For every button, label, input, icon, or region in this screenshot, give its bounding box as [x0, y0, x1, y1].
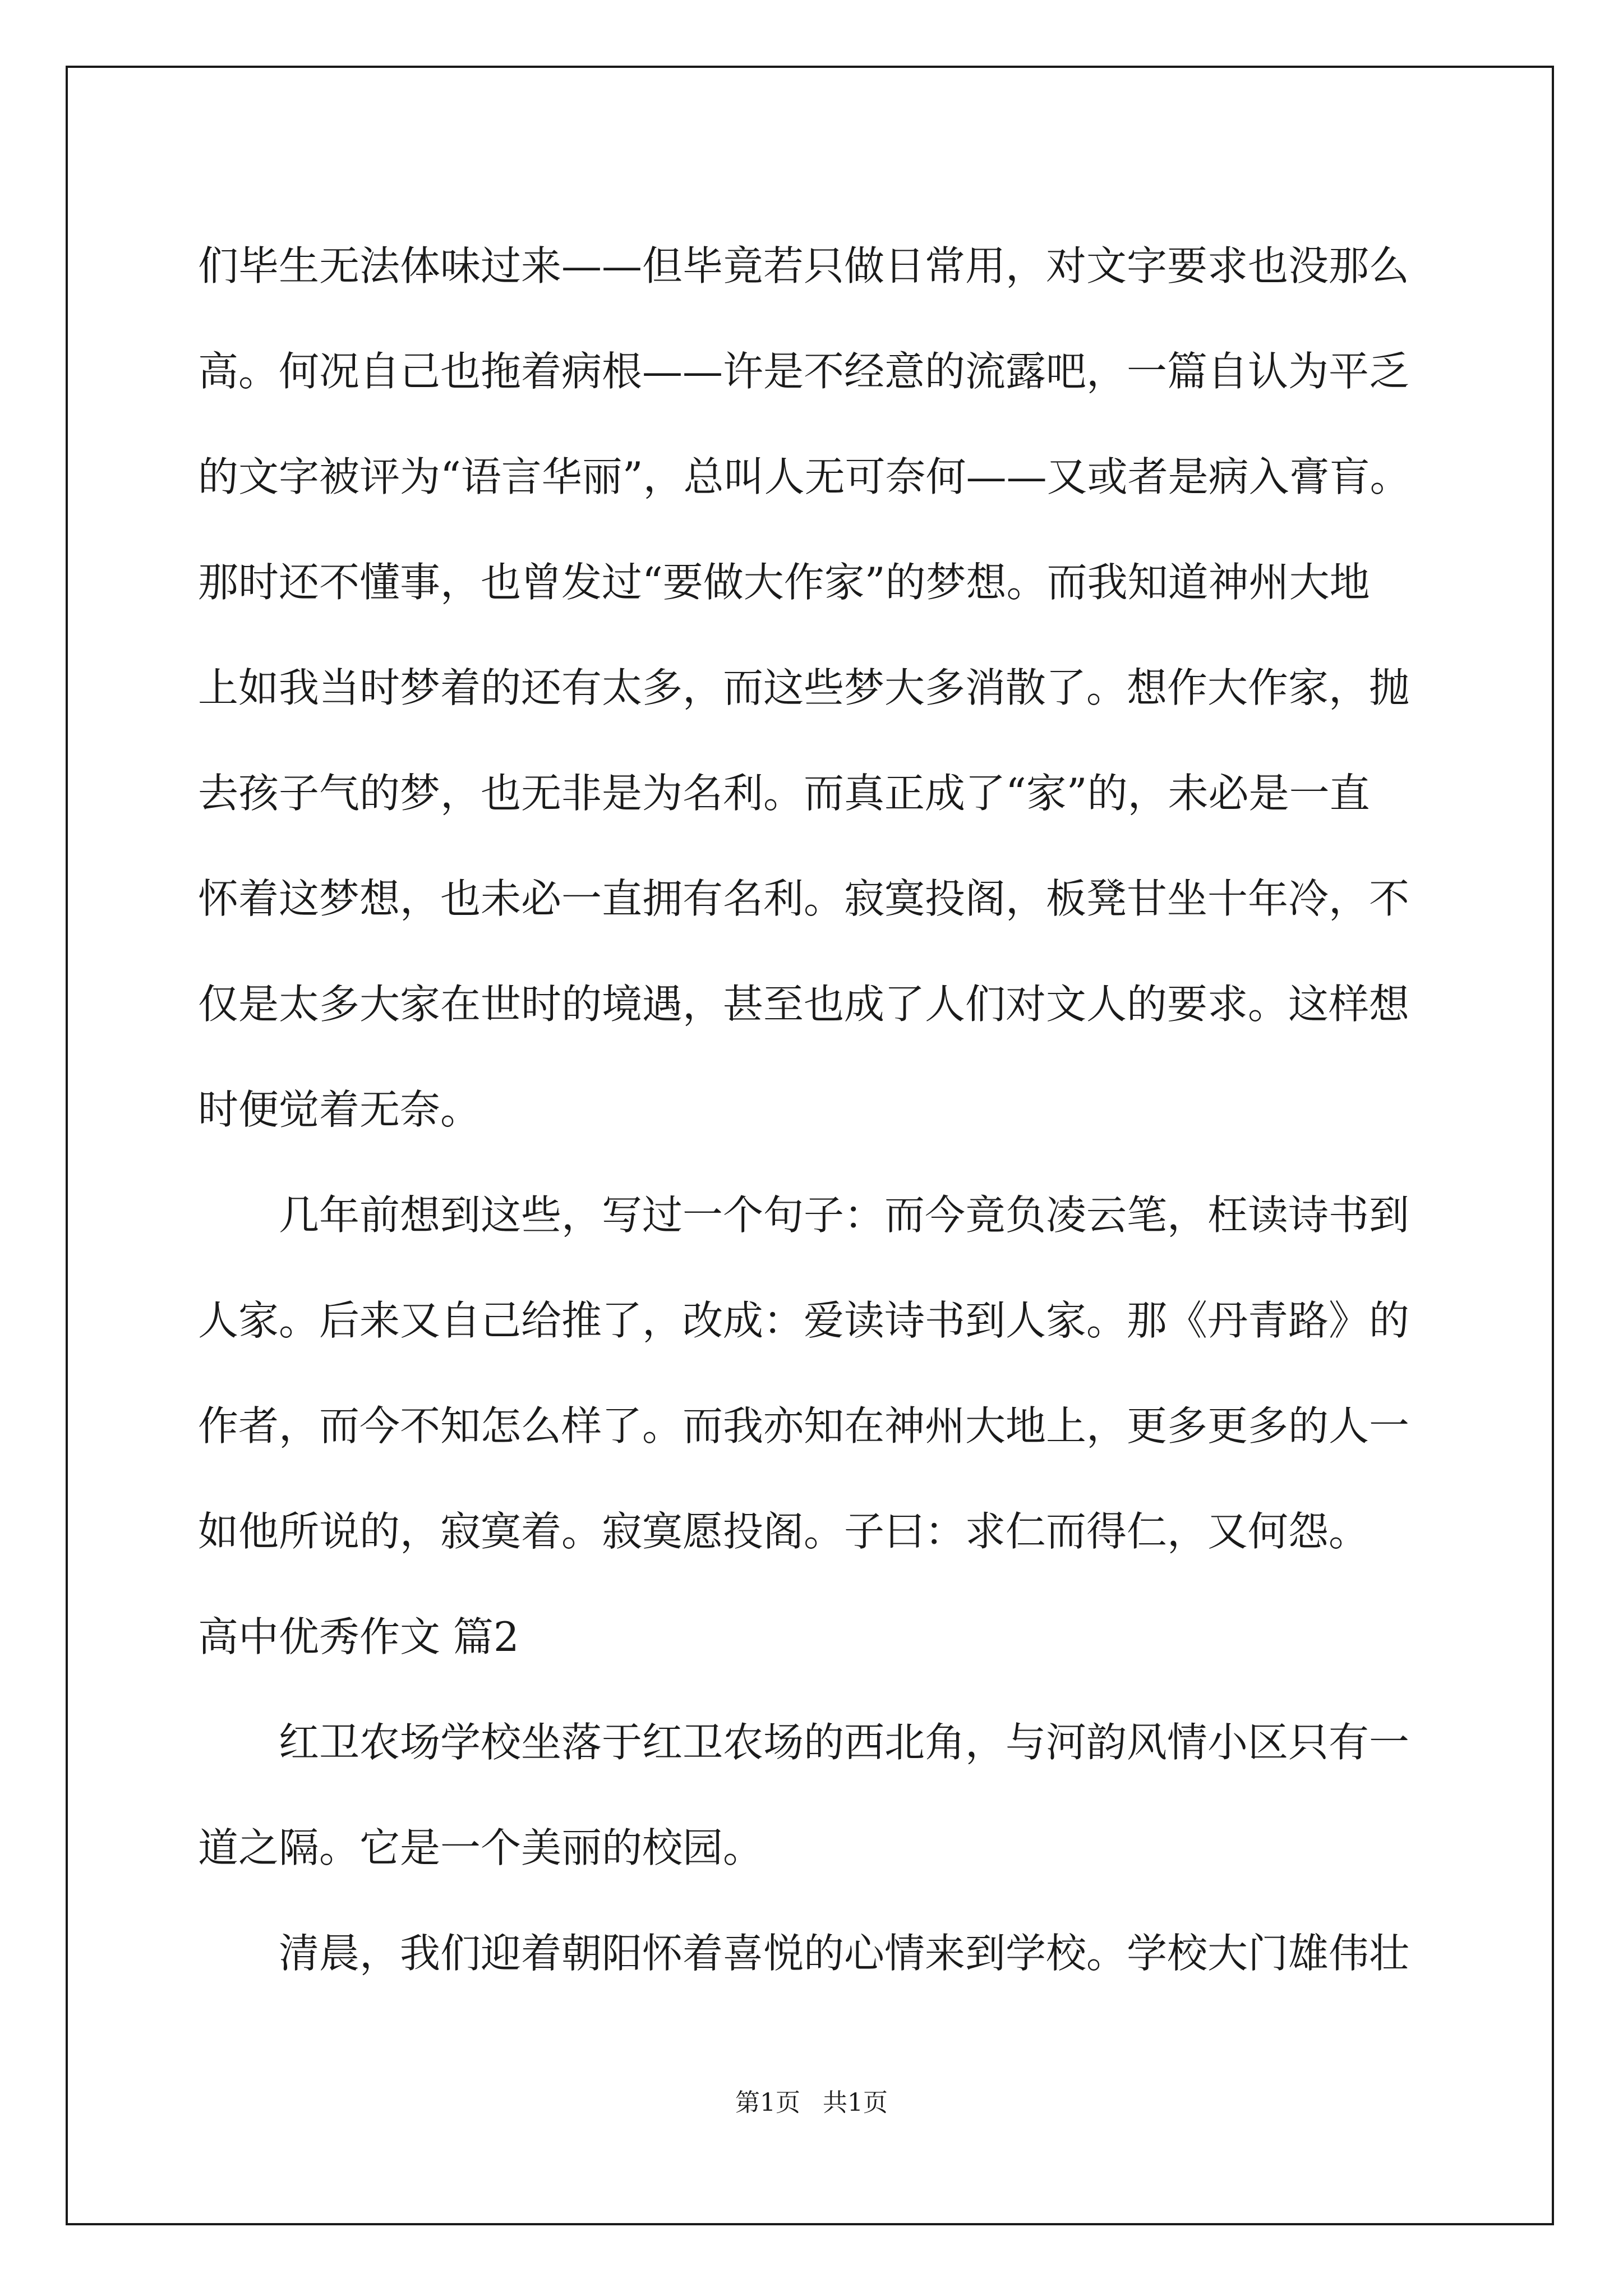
text-line: 红卫农场学校坐落于红卫农场的西北角，与河韵风情小区只有一 — [279, 1719, 1410, 1766]
text-line: 清晨，我们迎着朝阳怀着喜悦的心情来到学校。学校大门雄伟壮 — [279, 1930, 1410, 1977]
text-line: 道之隔。它是一个美丽的校园。 — [198, 1824, 764, 1871]
text-line: 的文字被评为“语言华丽”，总叫人无可奈何——又或者是病入膏肓。 — [198, 453, 1410, 500]
page-number-current: 第1页 — [735, 2088, 800, 2117]
page-number-total: 共1页 — [823, 2088, 888, 2117]
text-line: 去孩子气的梦，也无非是为名利。而真正成了“家”的，未必是一直 — [198, 770, 1370, 817]
page-footer — [0, 2082, 1623, 2118]
document-body — [198, 213, 1421, 2006]
section-heading: 高中优秀作文 篇2 — [198, 1613, 519, 1660]
text-line: 高。何况自己也拖着病根——许是不经意的流露吧，一篇自认为平乏 — [198, 348, 1410, 395]
text-line: 那时还不懂事，也曾发过“要做大作家”的梦想。而我知道神州大地 — [198, 559, 1370, 606]
text-line: 如他所说的，寂寞着。寂寞愿投阁。子曰：求仁而得仁，又何怨。 — [198, 1508, 1370, 1555]
text-line: 怀着这梦想，也未必一直拥有名利。寂寞投阁，板凳甘坐十年冷，不 — [198, 875, 1410, 922]
text-line: 时便觉着无奈。 — [198, 1086, 481, 1133]
text-line: 几年前想到这些，写过一个句子：而今竟负凌云笔，枉读诗书到 — [279, 1191, 1410, 1239]
text-line: 仅是太多大家在世时的境遇，甚至也成了人们对文人的要求。这样想 — [198, 981, 1410, 1028]
text-line: 作者，而今不知怎么样了。而我亦知在神州大地上，更多更多的人一 — [198, 1402, 1410, 1450]
text-line: 上如我当时梦着的还有太多，而这些梦大多消散了。想作大作家，抛 — [198, 664, 1410, 711]
text-line: 人家。后来又自己给推了，改成：爱读诗书到人家。那《丹青路》的 — [198, 1297, 1410, 1344]
text-line: 们毕生无法体味过来——但毕竟若只做日常用，对文字要求也没那么 — [198, 242, 1410, 289]
